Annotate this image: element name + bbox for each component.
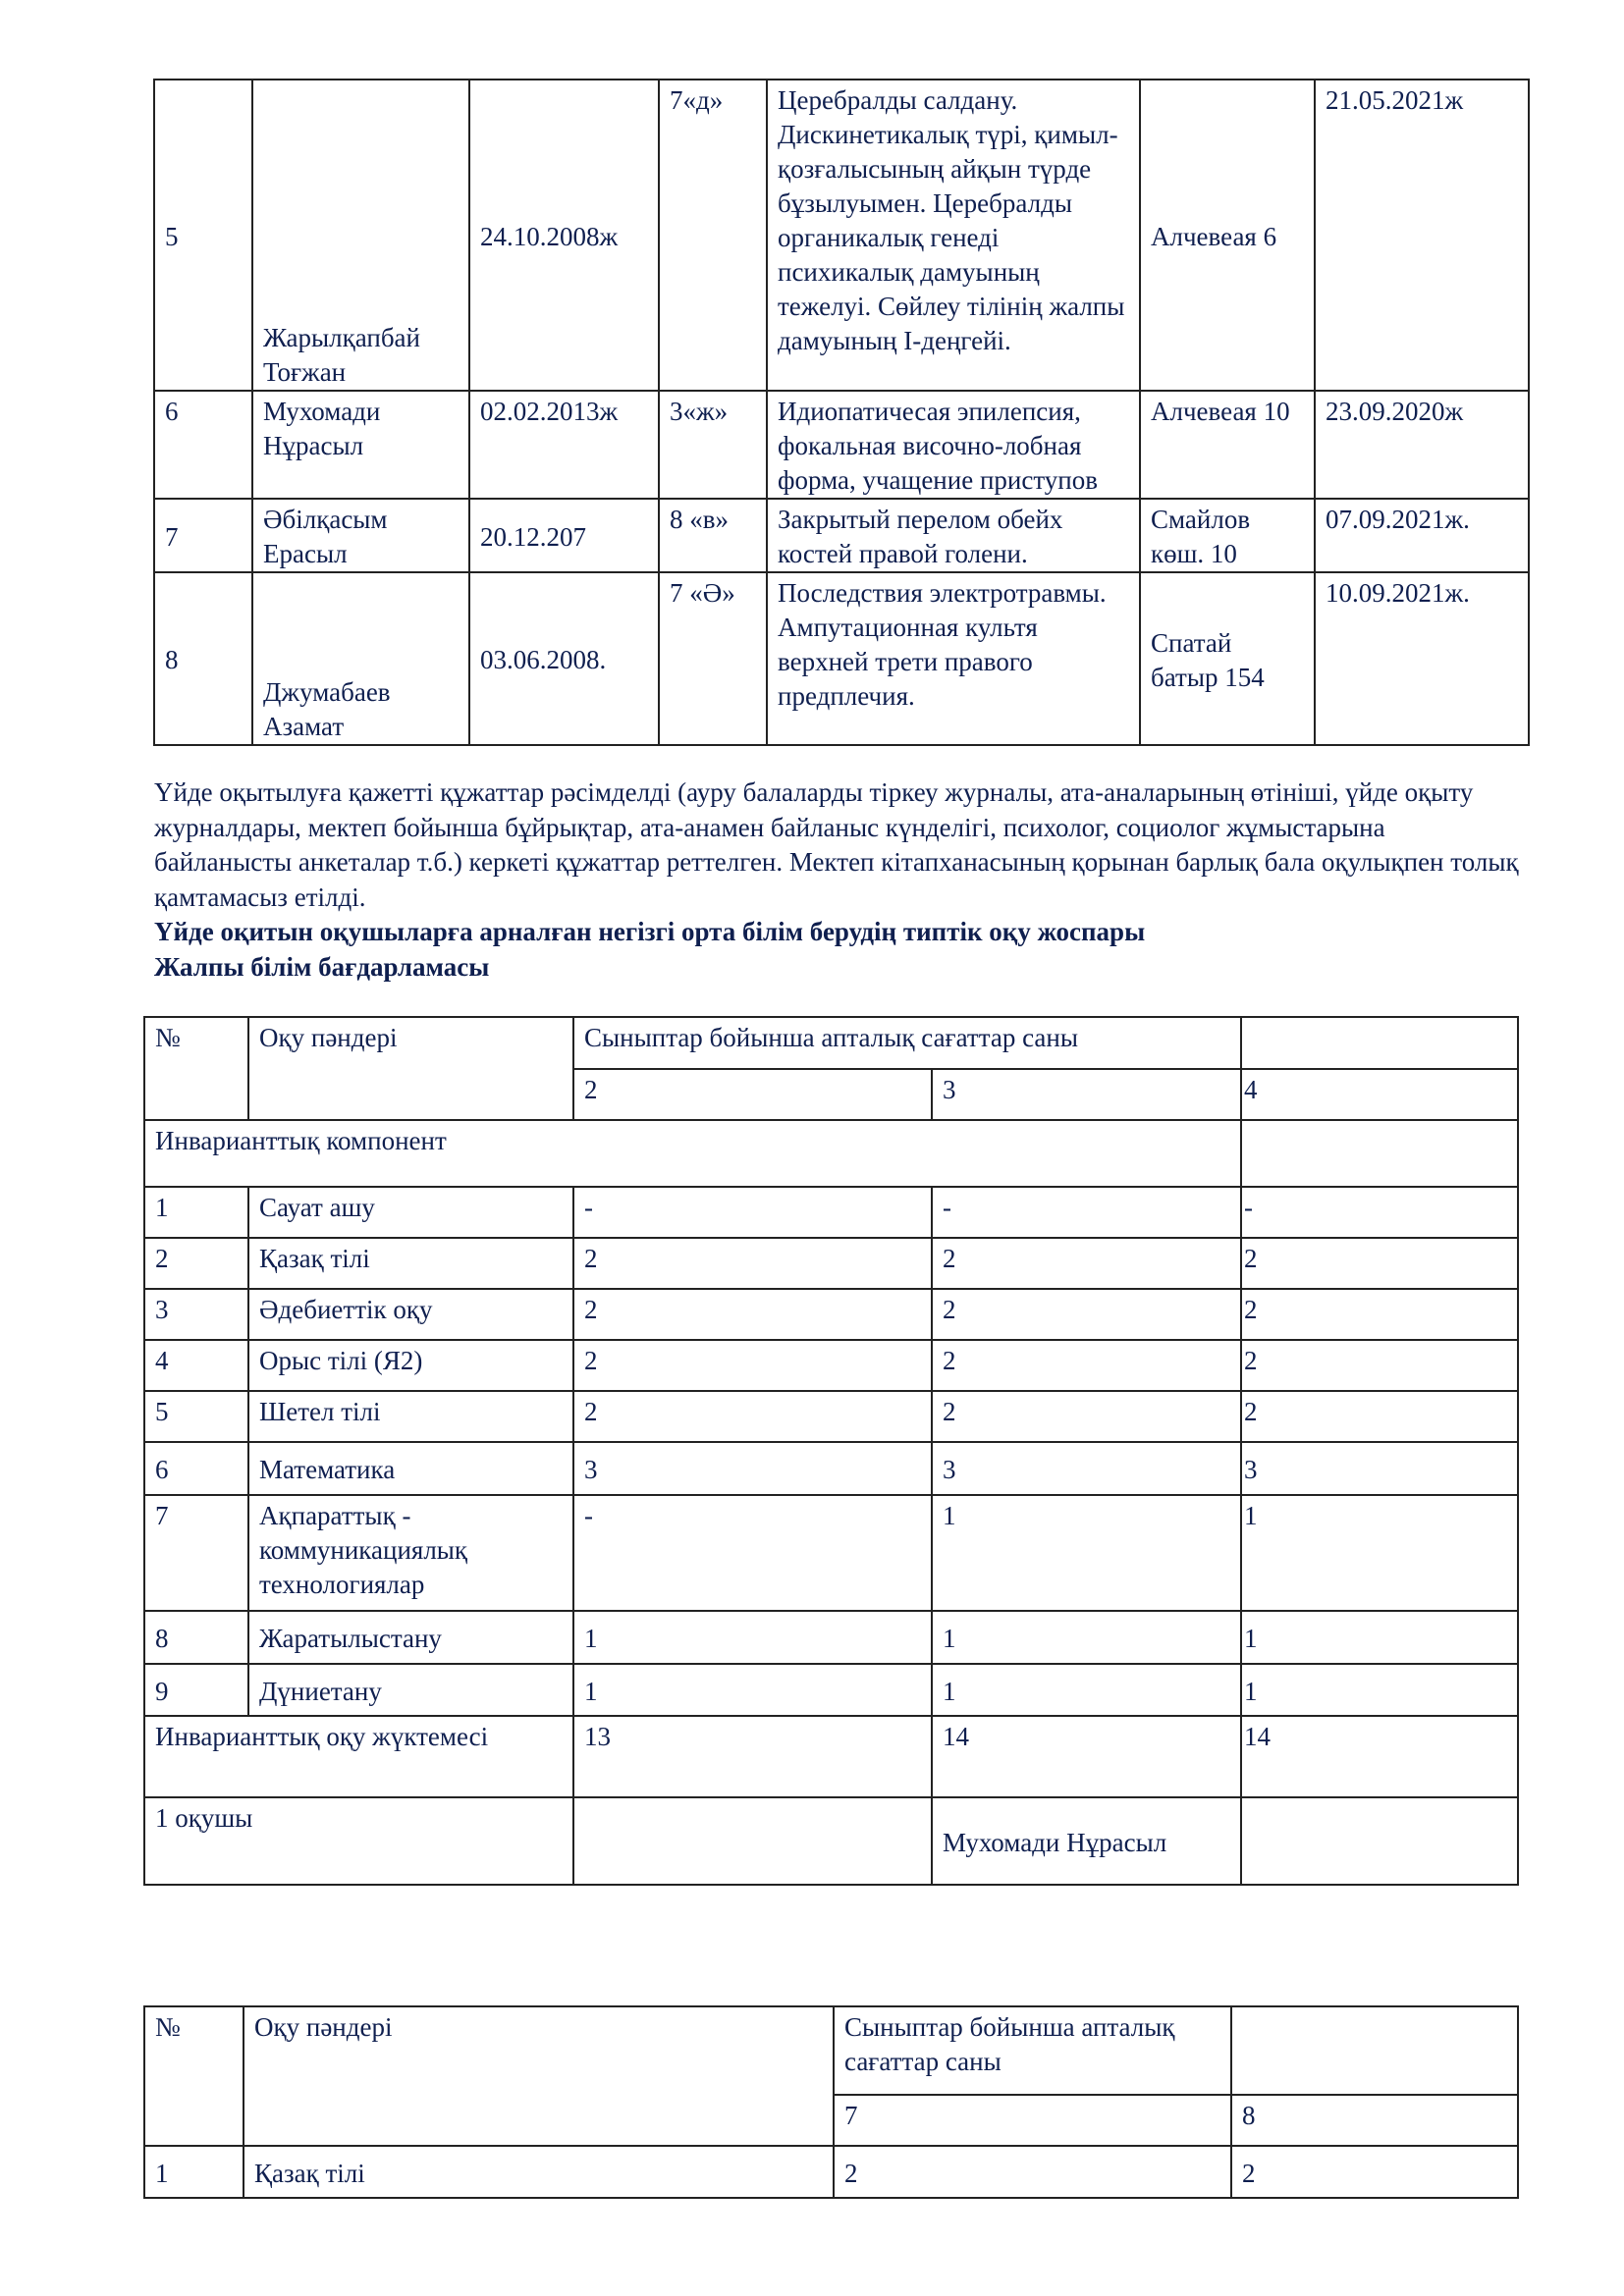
diagnosis: Церебралды салдану. Дискинетикалық түрі, қимыл-қозғалысының айқын түрде бұзылуымен. Церебралды органикалық генеді психикалық дамуының тежелуі. Сөйлеу тілінің жалпы дамуының I-деңгейі. xyxy=(767,80,1140,391)
table-row xyxy=(154,572,1529,745)
subject: Орыс тілі (Я2) xyxy=(248,1340,573,1391)
header-empty xyxy=(1241,1017,1518,1069)
table-row xyxy=(144,1391,1518,1442)
diagnosis: Последствия электротравмы. Ампутационная культя верхней трети правого предплечия. xyxy=(767,572,1140,745)
section-heading: Үйде оқитын оқушыларға арналған негізгі орта білім берудің типтік оқу жоспары xyxy=(154,917,1146,946)
header-subjects: Оқу пәндері xyxy=(244,2006,834,2146)
total-grade-3: 14 xyxy=(932,1716,1241,1797)
hours-grade-4: 2 xyxy=(1241,1391,1518,1442)
birth-date: 02.02.2013ж xyxy=(469,391,659,499)
students-grade-4 xyxy=(1241,1797,1518,1885)
hours-grade-2: - xyxy=(573,1495,932,1611)
subject: Жаратылыстану xyxy=(248,1611,573,1664)
diagnosis: Закрытый перелом обейх костей правой голени. xyxy=(767,499,1140,572)
row-number: 5 xyxy=(154,80,252,391)
students-row xyxy=(144,1797,1518,1885)
table-row xyxy=(144,1289,1518,1340)
row-number: 2 xyxy=(144,1238,248,1289)
birth-date: 24.10.2008ж xyxy=(469,80,659,391)
address: Алчевеая 10 xyxy=(1140,391,1315,499)
header-hours: Сыныптар бойынша апталық сағаттар саны xyxy=(573,1017,1241,1069)
subject: Ақпараттық - коммуникациялық технологиялар xyxy=(248,1495,573,1611)
row-number: 5 xyxy=(144,1391,248,1442)
class: 7 «Ә» xyxy=(659,572,767,745)
class: 8 «в» xyxy=(659,499,767,572)
address: Алчевеая 6 xyxy=(1140,80,1315,391)
section-row xyxy=(144,1120,1518,1187)
hours-grade-3: 1 xyxy=(932,1664,1241,1716)
table-row xyxy=(154,499,1529,572)
hours-grade-2: 2 xyxy=(573,1391,932,1442)
subject: Математика xyxy=(248,1442,573,1495)
curriculum-table-secondary xyxy=(143,2005,1519,2199)
row-number: 8 xyxy=(144,1611,248,1664)
diagnosis: Идиопатичесая эпилепсия, фокальная височно-лобная форма, учащение приступов xyxy=(767,391,1140,499)
table-row xyxy=(144,1611,1518,1664)
total-grade-2: 13 xyxy=(573,1716,932,1797)
body-paragraph: Үйде оқытылуға қажетті құжаттар рәсімделді (ауру балаларды тіркеу журналы, ата-аналарының өтініші, үйде оқыту журналдары, мектеп бойынша бұйрықтар, ата-анамен байланыс күнделігі, психолог, социолог жұмыстарына байланысты анкеталар т.б.) керкеті құжаттар реттелген. Мектеп кітапханасының қорынан барлық бала оқулықпен толық қамтамасыз етілді. xyxy=(154,777,1519,912)
header-hours: Сыныптар бойынша апталық сағаттар саны xyxy=(834,2006,1231,2095)
table-row xyxy=(144,1187,1518,1238)
header-number: № xyxy=(144,2006,244,2146)
hours-grade-4: 1 xyxy=(1241,1664,1518,1716)
subject: Дүниетану xyxy=(248,1664,573,1716)
student-name: Әбілқасым Ерасыл xyxy=(252,499,469,572)
subject: Қазақ тілі xyxy=(248,1238,573,1289)
hours-grade-2: 2 xyxy=(573,1289,932,1340)
students-count: 1 оқушы xyxy=(144,1797,573,1885)
class: 3«ж» xyxy=(659,391,767,499)
address: Спатай батыр 154 xyxy=(1140,572,1315,745)
hours-grade-2: - xyxy=(573,1187,932,1238)
hours-grade-4: 2 xyxy=(1241,1238,1518,1289)
hours-grade-4: 2 xyxy=(1241,1340,1518,1391)
row-number: 6 xyxy=(144,1442,248,1495)
header-empty xyxy=(1231,2006,1518,2095)
students-grade-3: Мухомади Нұрасыл xyxy=(932,1797,1241,1885)
subject: Шетел тілі xyxy=(248,1391,573,1442)
total-row xyxy=(144,1716,1518,1797)
class: 7«д» xyxy=(659,80,767,391)
row-number: 1 xyxy=(144,2146,244,2198)
row-number: 7 xyxy=(144,1495,248,1611)
total-grade-4: 14 xyxy=(1241,1716,1518,1797)
hours-grade-4: 2 xyxy=(1241,1289,1518,1340)
student-name: Жарылқапбай Тоғжан xyxy=(252,80,469,391)
table-row xyxy=(144,1495,1518,1611)
row-number: 6 xyxy=(154,391,252,499)
students-table xyxy=(153,79,1530,746)
hours-grade-3: 2 xyxy=(932,1340,1241,1391)
document-body xyxy=(154,775,1529,985)
header-row xyxy=(144,1017,1518,1069)
subject: Сауат ашу xyxy=(248,1187,573,1238)
section-label: Инварианттық компонент xyxy=(144,1120,1241,1187)
header-row xyxy=(144,2006,1518,2095)
students-grade-2 xyxy=(573,1797,932,1885)
curriculum-table-primary xyxy=(143,1016,1519,1886)
subject: Қазақ тілі xyxy=(244,2146,834,2198)
hours-grade-2: 1 xyxy=(573,1664,932,1716)
hours-grade-2: 2 xyxy=(573,1238,932,1289)
birth-date: 03.06.2008. xyxy=(469,572,659,745)
header-number: № xyxy=(144,1017,248,1120)
table-row xyxy=(144,1664,1518,1716)
total-label: Инварианттық оқу жүктемесі xyxy=(144,1716,573,1797)
grade-label: 4 xyxy=(1241,1069,1518,1120)
row-number: 7 xyxy=(154,499,252,572)
table-row xyxy=(144,1238,1518,1289)
hours-grade-4: 3 xyxy=(1241,1442,1518,1495)
grade-label: 3 xyxy=(932,1069,1241,1120)
table-row xyxy=(144,1340,1518,1391)
row-number: 1 xyxy=(144,1187,248,1238)
subject: Әдебиеттік оқу xyxy=(248,1289,573,1340)
row-number: 8 xyxy=(154,572,252,745)
date: 07.09.2021ж. xyxy=(1315,499,1529,572)
hours-grade-2: 2 xyxy=(573,1340,932,1391)
header-subjects: Оқу пәндері xyxy=(248,1017,573,1120)
hours-grade-4: - xyxy=(1241,1187,1518,1238)
table-row xyxy=(144,2146,1518,2198)
hours-grade-3: 1 xyxy=(932,1495,1241,1611)
hours-grade-7: 2 xyxy=(834,2146,1231,2198)
hours-grade-4: 1 xyxy=(1241,1611,1518,1664)
hours-grade-2: 3 xyxy=(573,1442,932,1495)
date: 10.09.2021ж. xyxy=(1315,572,1529,745)
hours-grade-8: 2 xyxy=(1231,2146,1518,2198)
table-row xyxy=(154,391,1529,499)
hours-grade-3: 2 xyxy=(932,1391,1241,1442)
section-empty xyxy=(1241,1120,1518,1187)
row-number: 3 xyxy=(144,1289,248,1340)
address: Смайлов көш. 10 xyxy=(1140,499,1315,572)
student-name: Мухомади Нұрасыл xyxy=(252,391,469,499)
hours-grade-3: 1 xyxy=(932,1611,1241,1664)
birth-date: 20.12.207 xyxy=(469,499,659,572)
hours-grade-3: 2 xyxy=(932,1238,1241,1289)
hours-grade-2: 1 xyxy=(573,1611,932,1664)
row-number: 9 xyxy=(144,1664,248,1716)
student-name: Джумабаев Азамат xyxy=(252,572,469,745)
date: 23.09.2020ж xyxy=(1315,391,1529,499)
hours-grade-3: - xyxy=(932,1187,1241,1238)
row-number: 4 xyxy=(144,1340,248,1391)
hours-grade-3: 3 xyxy=(932,1442,1241,1495)
date: 21.05.2021ж xyxy=(1315,80,1529,391)
grade-label: 8 xyxy=(1231,2095,1518,2146)
hours-grade-3: 2 xyxy=(932,1289,1241,1340)
section-subheading: Жалпы білім бағдарламасы xyxy=(154,951,490,982)
table-row xyxy=(144,1442,1518,1495)
hours-grade-4: 1 xyxy=(1241,1495,1518,1611)
grade-label: 2 xyxy=(573,1069,932,1120)
grade-label: 7 xyxy=(834,2095,1231,2146)
table-row xyxy=(154,80,1529,391)
